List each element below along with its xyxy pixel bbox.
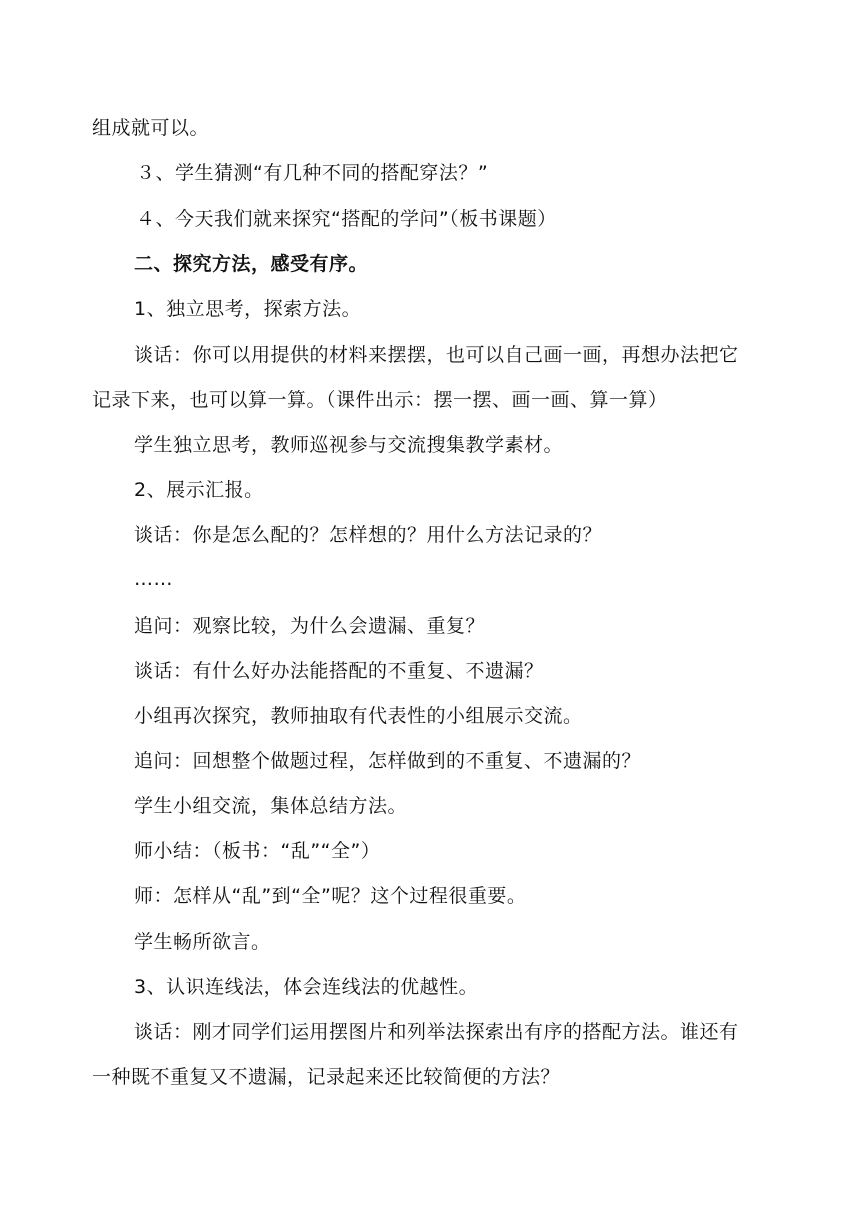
text-line-18: 师：怎样从“乱”到“全”呢？这个过程很重要。 (134, 885, 527, 907)
text-line-10: 谈话：你是怎么配的？怎样想的？用什么方法记录的？ (134, 524, 603, 546)
text-line-19: 学生畅所欲言。 (134, 931, 271, 953)
text-line-13: 谈话：有什么好办法能搭配的不重复、不遗漏？ (134, 660, 544, 682)
text-line-15: 追问：回想整个做题过程，怎样做到的不重复、不遗漏的？ (134, 750, 642, 772)
section-heading: 二、探究方法，感受有序。 (134, 253, 369, 275)
text-line-20: 3、认识连线法，体会连线法的优越性。 (134, 976, 479, 998)
text-line-2: ３、学生猜测“有几种不同的搭配穿法？” (136, 162, 489, 184)
text-line-7: 记录下来，也可以算一算。（课件出示：摆一摆、画一画、算一算） (92, 389, 668, 411)
text-line-5: 1、独立思考，探索方法。 (134, 298, 362, 320)
text-line-14: 小组再次探究，教师抽取有代表性的小组展示交流。 (134, 705, 583, 727)
text-line-12: 追问：观察比较，为什么会遗漏、重复？ (134, 615, 486, 637)
text-line-6: 谈话：你可以用提供的材料来摆摆，也可以自己画一画，再想办法把它 (134, 344, 739, 366)
text-line-1: 组成就可以。 (92, 117, 210, 139)
ellipsis-line: …… (134, 568, 173, 590)
text-line-9: 2、展示汇报。 (134, 479, 264, 501)
text-line-16: 学生小组交流，集体总结方法。 (134, 795, 408, 817)
text-line-22: 一种既不重复又不遗漏，记录起来还比较简便的方法？ (92, 1066, 561, 1088)
text-line-21: 谈话：刚才同学们运用摆图片和列举法探索出有序的搭配方法。谁还有 (134, 1021, 739, 1043)
text-line-17: 师小结：（板书：“乱”“全”） (134, 840, 381, 862)
text-line-8: 学生独立思考，教师巡视参与交流搜集教学素材。 (134, 434, 564, 456)
text-line-3: ４、今天我们就来探究“搭配的学问”（板书课题） (136, 208, 557, 230)
